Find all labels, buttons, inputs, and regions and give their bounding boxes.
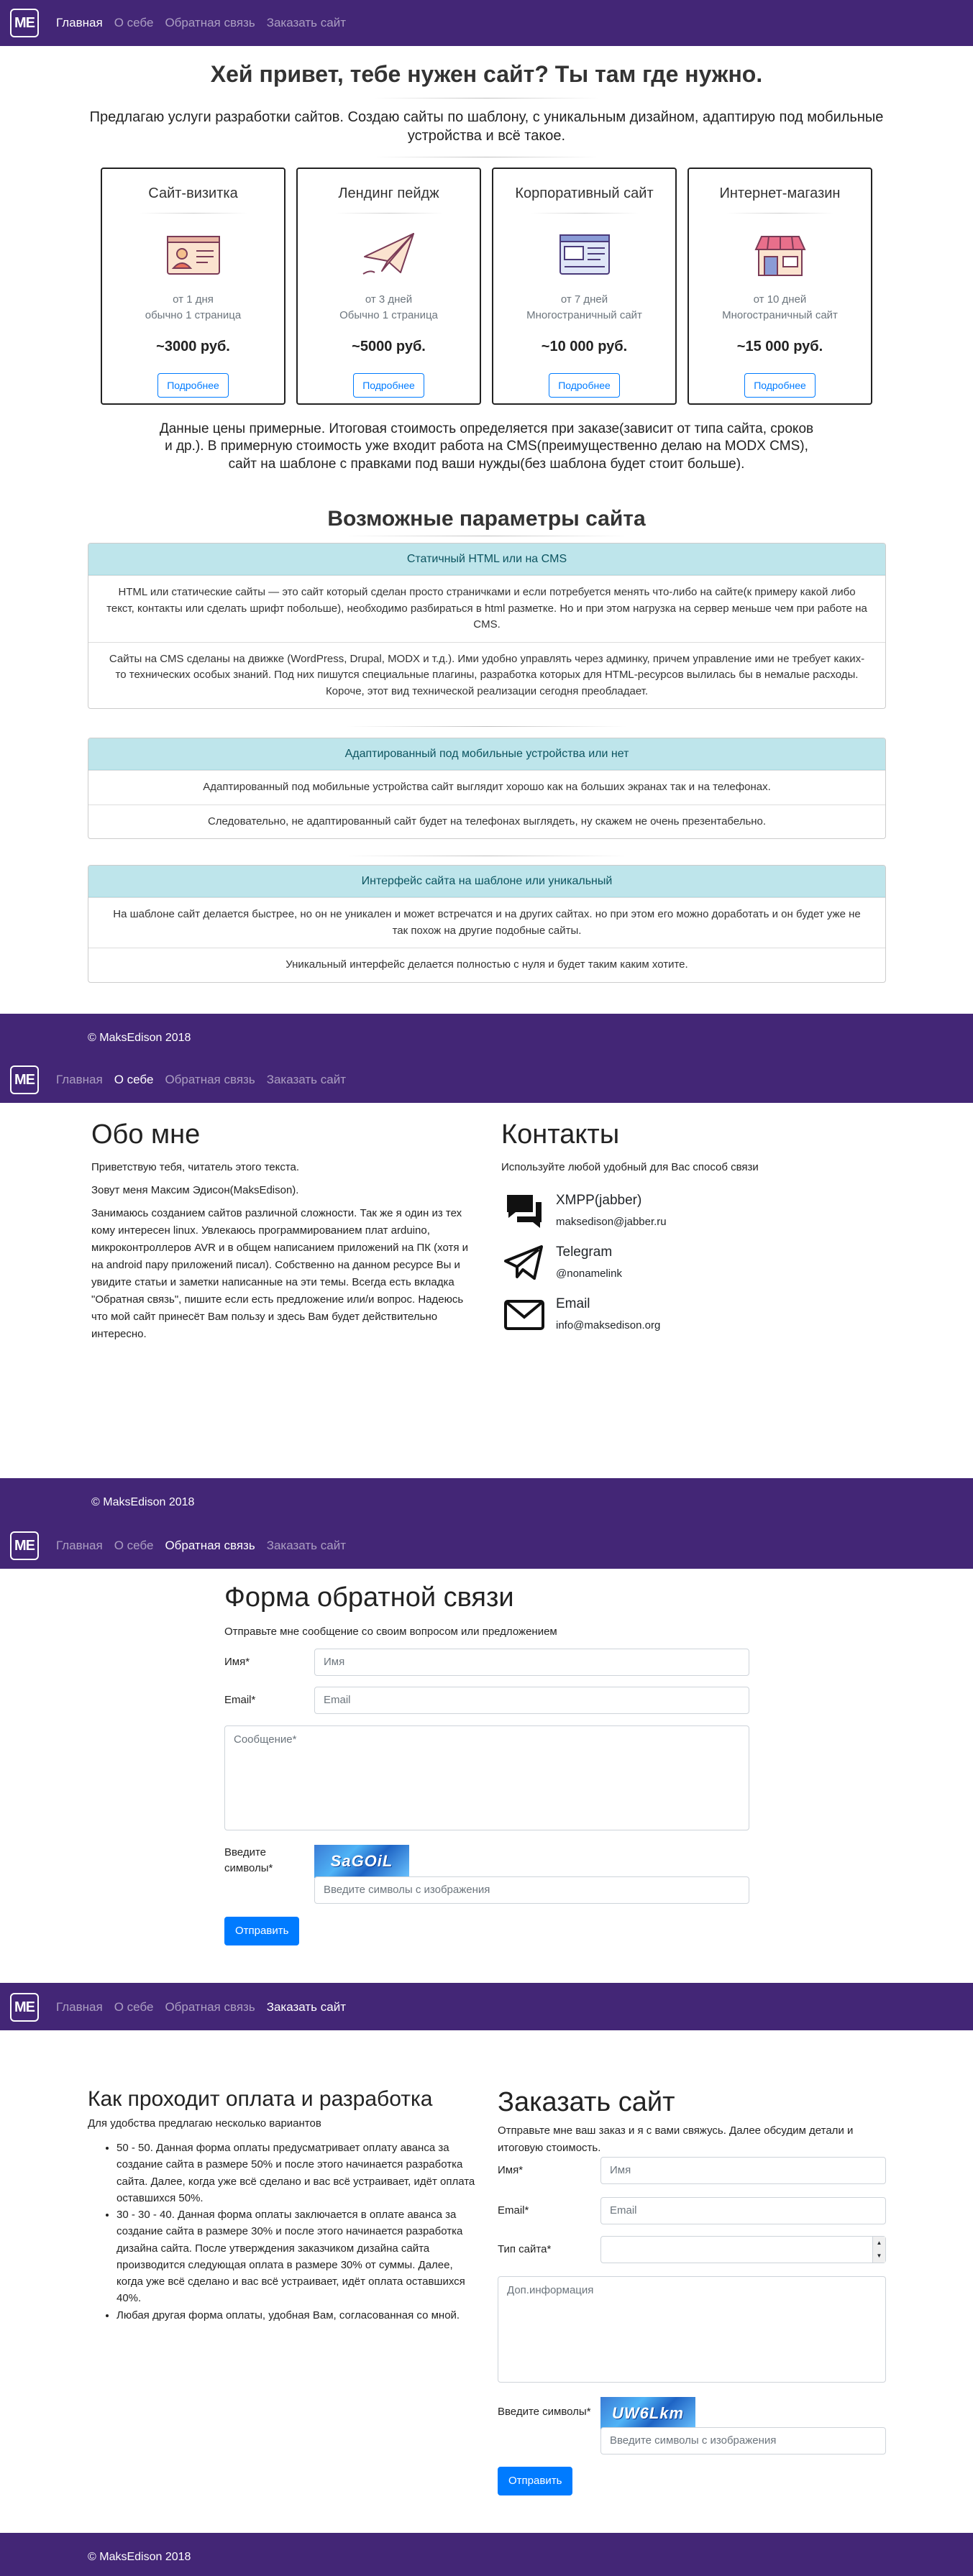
divider [345,726,628,727]
feedback-title: Форма обратной связи [224,1582,514,1613]
order-email-row [498,2197,886,2224]
info-textarea[interactable]: Доп.информация [498,2276,886,2383]
card-pages: обычно 1 страница [145,308,242,321]
contacts-section [501,1119,886,1337]
card-time: от 3 дней [365,293,413,306]
name-input[interactable]: Имя [600,2157,886,2184]
order-title: Заказать сайт [498,2087,675,2117]
email-input[interactable]: Email [600,2197,886,2224]
logo[interactable]: ME [10,1065,39,1094]
accordion-item: На шаблоне сайт делается быстрее, но он не уникален и может встречатся и на других сайтах. но при этом его можно доработать и он будет уже не так похож на другие подобные сайты. [88,897,885,948]
pricing-cards [101,168,872,405]
card-price: ~5000 руб. [352,338,426,354]
payment-list [117,2140,480,2324]
details-button[interactable]: Подробнее [744,373,816,398]
email-label: Email* [224,1694,256,1707]
card-pages: Обычно 1 страница [339,308,438,321]
contacts-title: Контакты [501,1119,620,1150]
navbar [0,1523,973,1569]
params-title: Возможные параметры сайта [327,507,646,531]
nav-order[interactable]: Заказать сайт [266,15,346,29]
captcha-label: Введите символы* [224,1846,273,1874]
order-section [498,2086,886,2157]
home-page [0,0,973,1057]
shop-icon [752,229,809,280]
lead-text: Предлагаю услуги разработки сайтов. Создаю сайты по шаблону, с уникальным дизайном, адаптирую под мобильные устройства и всё такое. [89,109,884,144]
contact-xmpp [501,1188,886,1234]
nav-order[interactable]: Заказать сайт [266,1538,346,1552]
copyright: © MaksEdison 2018 [91,1496,195,1508]
card-shop [688,168,872,405]
about-page [0,1057,973,1523]
telegram-icon [501,1239,547,1285]
card-pages: Многостраничный сайт [722,308,838,321]
page-title: Хей привет, тебе нужен сайт? Ты там где нужно. [210,61,763,87]
accordion-header[interactable]: Статичный HTML или на CMS [88,544,885,575]
email-row [224,1687,749,1714]
contact-title: XMPP(jabber) [556,1192,642,1208]
logo[interactable]: ME [10,9,39,37]
copyright: © MaksEdison 2018 [88,1032,191,1044]
accordion-header[interactable]: Интерфейс сайта на шаблоне или уникальный [88,866,885,897]
message-textarea[interactable]: Сообщение* [224,1725,749,1830]
name-row [224,1649,749,1676]
payment-option: • 30 - 30 - 40. Данная форма оплаты заключается в оплате аванса за создание сайта в размере 30% и после этого начинается разработка дизайна сайта. После утверждения заказчиком дизайна сайта производится следующая оплата в размере 30% от суммы. Далее, когда уже всё сделано и вас всё устраивает, идёт оплата оставшихся 40%. [117,2206,480,2307]
contact-value[interactable]: maksedison@jabber.ru [556,1216,667,1229]
nav-feedback[interactable]: Обратная связь [165,1072,255,1086]
navbar [0,0,973,46]
type-select[interactable] [600,2236,886,2263]
accordion-item: Адаптированный под мобильные устройства сайт выглядит хорошо как на больших экранах так и на телефонах. [88,770,885,805]
accordion-item: Сайты на CMS сделаны на движке (WordPress, Drupal, MODX и т.д.). Ими удобно управлять через админку, причем управление ими не требует каких-то технических особых знаний. Под них пишутся специальные плагины, разработка которых для HTML-ресурсов вылилась бы в немалые расходы. Короче, этот вид технической реализации сегодня преобладает. [88,642,885,709]
about-name: Зовут меня Максим Эдисон(MaksEdison). [91,1183,299,1196]
card-time: от 1 дня [173,293,214,306]
select-arrows-icon: ▲ ▼ [872,2237,885,2263]
nav-feedback[interactable]: Обратная связь [165,1538,255,1552]
captcha-image: UW6Lkm [600,2397,695,2430]
captcha-image: SaGOiL [314,1845,409,1878]
accordion-item: Следовательно, не адаптированный сайт будет на телефонах выглядеть, ну скажем не очень презентабельно. [88,805,885,839]
navbar [0,1984,973,2030]
logo[interactable]: ME [10,1531,39,1560]
nav-order[interactable]: Заказать сайт [266,1072,346,1086]
contact-value[interactable]: info@maksedison.org [556,1319,661,1332]
contact-title: Telegram [556,1244,613,1260]
feedback-page [0,1523,973,1984]
browser-window-icon [556,229,613,280]
submit-button[interactable]: Отправить [498,2467,572,2495]
contact-value[interactable]: @nonamelink [556,1268,622,1280]
details-button[interactable]: Подробнее [549,373,620,398]
accordion-mobile [88,738,886,839]
nav-feedback[interactable]: Обратная связь [165,15,255,29]
order-page [0,1984,973,2576]
nav-about[interactable]: О себе [114,1072,154,1086]
captcha-input[interactable]: Введите символы с изображения [600,2427,886,2454]
payment-title: Как проходит оплата и разработка [88,2087,433,2111]
price-note: Данные цены примерные. Итоговая стоимость определяется при заказе(зависит от типа сайта, сроков и др.). В примерную стоимость уже входит работа на CMS(преимущественно делаю на MODX CMS), сайт на шаблоне с правками под ваши нужды(без шаблона будет стоит больше). [159,421,814,472]
chat-icon [501,1188,547,1234]
card-price: ~15 000 руб. [736,338,823,354]
nav-about[interactable]: О себе [114,15,154,29]
name-input[interactable]: Имя [314,1649,749,1676]
card-pages: Многостраничный сайт [526,308,642,321]
nav-about[interactable]: О себе [114,1538,154,1552]
copyright: © MaksEdison 2018 [88,2551,191,2563]
footer [0,2533,973,2576]
card-landing [296,168,481,405]
card-price: ~3000 руб. [156,338,230,354]
nav-order[interactable]: Заказать сайт [266,1999,346,2014]
card-title: Лендинг пейдж [338,185,439,201]
captcha-label: Введите символы* [498,2406,591,2418]
card-time: от 7 дней [560,293,608,306]
contact-title: Email [556,1296,590,1311]
card-corporate [492,168,677,405]
payment-option: • Любая другая форма оплаты, удобная Вам, согласованная со мной. [117,2307,480,2324]
logo[interactable]: ME [10,1993,39,2022]
contact-email [501,1291,886,1337]
payment-subtitle: Для удобства предлагаю несколько вариантов [88,2117,321,2130]
card-title: Корпоративный сайт [515,185,654,201]
name-label: Имя* [224,1656,250,1669]
navbar [0,1057,973,1103]
nav-home[interactable]: Главная [56,1072,103,1086]
accordion-header[interactable]: Адаптированный под мобильные устройства или нет [88,738,885,770]
card-time: от 10 дней [753,293,807,306]
nav-home[interactable]: Главная [56,15,103,29]
order-name-row [498,2157,886,2184]
accordion-item: HTML или статические сайты — это сайт который сделан просто страничками и если потребуется менять что-либо на сайте(к примеру какой либо текст, контакты или сделать шрифт побольше), необходимо разбираться в html разметке. Но и при этом нагрузка на сервер меньше чем при работе на CMS. [88,575,885,642]
order-type-row [498,2236,886,2263]
details-button[interactable]: Подробнее [157,373,229,398]
footer [0,1478,973,1523]
footer [0,1014,973,1057]
card-title: Сайт-визитка [148,185,238,201]
details-button[interactable]: Подробнее [353,373,424,398]
card-title: Интернет-магазин [719,185,841,201]
contacts-subtitle: Используйте любой удобный для Вас способ связи [501,1160,759,1173]
mail-icon [501,1291,547,1337]
card-business [101,168,285,405]
accordion-html-cms [88,543,886,709]
accordion-template [88,865,886,983]
accordion-item: Уникальный интерфейс делается полностью с нуля и будет таким каким хотите. [88,948,885,982]
payment-section [88,2086,480,2324]
order-subtitle: Отправьте мне ваш заказ и я с вами свяжусь. Далее обсудим детали и итоговую стоимость. [498,2124,854,2154]
about-title: Обо мне [91,1119,201,1150]
paper-plane-icon [360,229,418,280]
contact-telegram [501,1239,886,1285]
card-price: ~10 000 руб. [541,338,628,354]
nav-home[interactable]: Главная [56,1999,103,2014]
email-label: Email* [498,2204,529,2217]
about-body: Занимаюсь созданием сайтов различной сложности. Так же я один из тех кому интересен linux. Увлекаюсь программированием плат arduino, микроконтроллеров AVR и в общем написанием приложений на ПК (хотя и на android пару приложений писал). Собственно на данном ресурсе Вы и увидите статьи и заметки написанные на эти темы. Всегда есть вкладка "Обратная связь", пишите если есть предложение или/и вопрос. Надеюсь что мой сайт принесёт Вам пользу и здесь Вам будет действительно интересно. [91,1206,469,1340]
email-input[interactable]: Email [314,1687,749,1714]
id-card-icon [165,229,222,280]
nav-about[interactable]: О себе [114,1999,154,2014]
submit-button[interactable]: Отправить [224,1917,299,1945]
nav-feedback[interactable]: Обратная связь [165,1999,255,2014]
about-section [91,1119,476,1343]
type-label: Тип сайта* [498,2243,552,2256]
feedback-subtitle: Отправьте мне сообщение со своим вопросом или предложением [224,1626,557,1638]
payment-option: • 50 - 50. Данная форма оплаты предусматривает оплату аванса за создание сайта в размере 50% и после этого начинается разработка сайта. Далее, когда уже всё сделано и вас всё устраивает, идёт оплата оставшихся 50%. [117,2140,480,2206]
nav-home[interactable]: Главная [56,1538,103,1552]
captcha-input[interactable]: Введите символы с изображения [314,1876,749,1904]
about-greeting: Приветствую тебя, читатель этого текста. [91,1160,300,1173]
name-label: Имя* [498,2164,524,2177]
